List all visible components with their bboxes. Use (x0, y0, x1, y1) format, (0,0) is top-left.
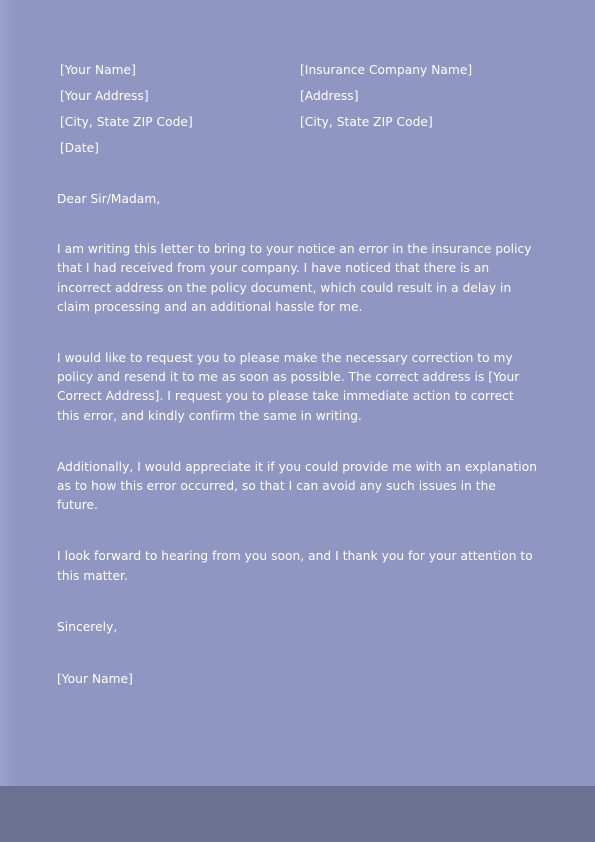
paragraph-correction-request: I would like to request you to please make the necessary correction to my policy and resend it to me as soon as possible. The correct address is [Your Correct Address]. I request you to please take immediate action to correct this error, and kindly confirm the same in writing. (57, 351, 520, 423)
salutation: Dear Sir/Madam, (57, 192, 161, 206)
sender-address-block (60, 57, 193, 161)
recipient-company: [Insurance Company Name] (300, 63, 473, 77)
letter-date: [Date] (60, 141, 99, 155)
recipient-address: [Address] (300, 89, 359, 103)
paragraph-closing-thanks: I look forward to hearing from you soon, and I thank you for your attention to this matter. (57, 549, 533, 583)
recipient-city-state-zip: [City, State ZIP Code] (300, 115, 433, 129)
paragraph-error-notice: I am writing this letter to bring to your notice an error in the insurance policy that I had received from your company. I have noticed that there is an incorrect address on the policy document, which could result in a delay in claim processing and an additional hassle for me. (57, 242, 532, 314)
sender-address: [Your Address] (60, 89, 149, 103)
sender-name: [Your Name] (60, 63, 136, 77)
paragraph-explanation-request: Additionally, I would appreciate it if you could provide me with an explanation as to how this error occurred, so that I can avoid any such issues in the future. (57, 459, 538, 513)
letter-body (57, 190, 539, 689)
recipient-address-block (300, 57, 472, 135)
closing: Sincerely, (57, 619, 118, 634)
footer-band (0, 786, 595, 842)
sender-city-state-zip: [City, State ZIP Code] (60, 115, 193, 129)
signature-name: [Your Name] (57, 672, 133, 687)
